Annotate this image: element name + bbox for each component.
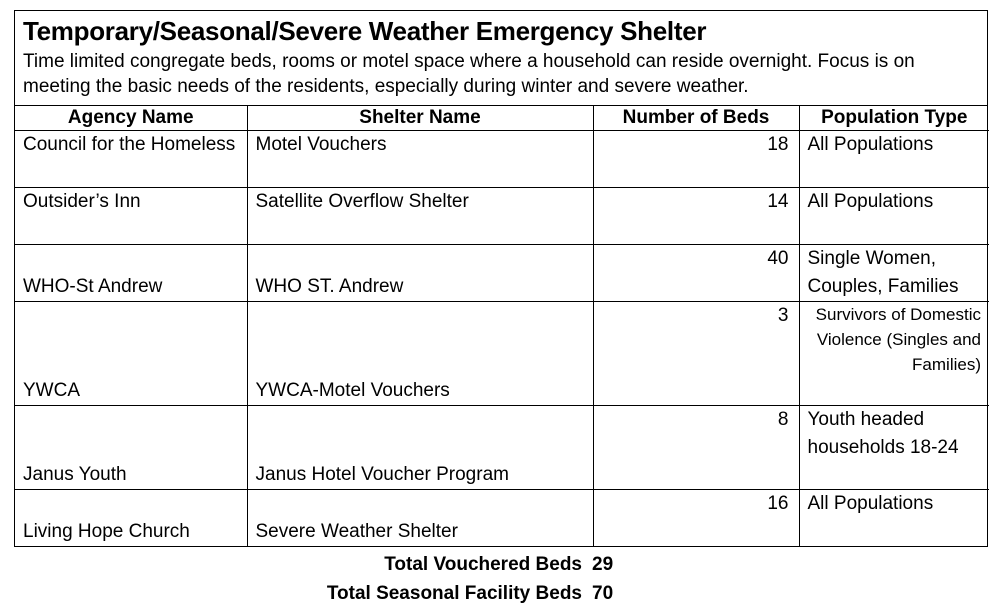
population-cell: All Populations [799, 131, 989, 188]
agency-cell: Janus Youth [15, 406, 247, 490]
shelter-cell: Janus Hotel Voucher Program [247, 406, 593, 490]
beds-cell: 8 [593, 406, 799, 490]
shelter-cell: Motel Vouchers [247, 131, 593, 188]
table-row [15, 302, 989, 406]
shelter-table-frame [14, 10, 988, 547]
column-header-population: Population Type [799, 106, 989, 131]
agency-cell: WHO-St Andrew [15, 245, 247, 302]
total-row [0, 550, 640, 580]
total-label: Total Vouchered Beds [384, 554, 582, 575]
table-title: Temporary/Seasonal/Severe Weather Emergency Shelter [23, 16, 707, 46]
population-cell: Youth headed households 18-24 [799, 406, 989, 490]
beds-cell: 14 [593, 188, 799, 245]
agency-cell: Living Hope Church [15, 490, 247, 547]
column-header-beds: Number of Beds [593, 106, 799, 131]
shelter-cell: WHO ST. Andrew [247, 245, 593, 302]
table-description: Time limited congregate beds, rooms or motel space where a household can reside overnight. Focus is on meeting the basic needs of the residents, especially during winter and severe weather. [23, 51, 915, 97]
table-row [15, 131, 989, 188]
table-row [15, 490, 989, 547]
beds-cell: 40 [593, 245, 799, 302]
column-header-agency: Agency Name [15, 106, 247, 131]
shelter-cell: Satellite Overflow Shelter [247, 188, 593, 245]
table-header-block [15, 11, 987, 106]
table-row [15, 245, 989, 302]
column-header-row [15, 106, 989, 131]
beds-cell: 3 [593, 302, 799, 406]
beds-cell: 18 [593, 131, 799, 188]
total-value: 70 [592, 583, 614, 604]
agency-cell: Council for the Homeless [15, 131, 247, 188]
table-row [15, 188, 989, 245]
total-row [0, 579, 640, 609]
shelter-cell: YWCA-Motel Vouchers [247, 302, 593, 406]
shelter-cell: Severe Weather Shelter [247, 490, 593, 547]
population-cell: Single Women, Couples, Families [799, 245, 989, 302]
shelter-table [15, 106, 989, 546]
population-cell: All Populations [799, 490, 989, 547]
total-value: 29 [592, 554, 614, 575]
population-cell: All Populations [799, 188, 989, 245]
table-row [15, 406, 989, 490]
agency-cell: Outsider’s Inn [15, 188, 247, 245]
population-cell: Survivors of Domestic Violence (Singles and Families) [799, 302, 989, 406]
total-label: Total Seasonal Facility Beds [326, 583, 582, 604]
beds-cell: 16 [593, 490, 799, 547]
agency-cell: YWCA [15, 302, 247, 406]
column-header-shelter: Shelter Name [247, 106, 593, 131]
